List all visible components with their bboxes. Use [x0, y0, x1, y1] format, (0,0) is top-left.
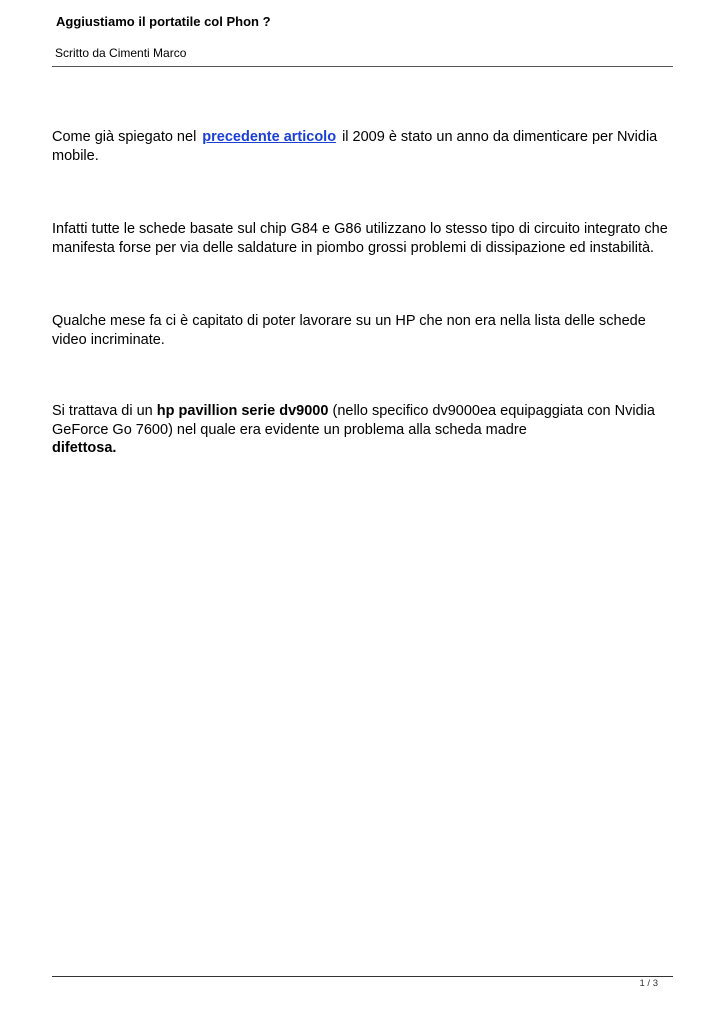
paragraph-4-text-middle: (nello specifico dv9000ea equipaggiata con Nvidia GeForce Go 7600) nel quale era evidente un problema alla scheda madre — [52, 403, 655, 438]
paragraph-2: Infatti tutte le schede basate sul chip G84 e G86 utilizzano lo stesso tipo di circuito integrato che manifesta forse per via delle saldature in piombo grossi problemi di dissipazione ed instabilità. — [52, 221, 668, 256]
paragraph-4-bold-end: difettosa. — [52, 440, 117, 456]
paragraph-1-text-after: il 2009 è stato un anno da dimenticare per Nvidia mobile. — [52, 129, 658, 164]
page-number: 1 / 3 — [639, 978, 658, 989]
author-line: Scritto da Cimenti Marco — [55, 46, 187, 60]
footer-divider — [52, 976, 673, 977]
paragraph-4-text-before: Si trattava di un — [52, 403, 153, 419]
paragraph-3: Qualche mese fa ci è capitato di poter lavorare su un HP che non era nella lista delle schede video incriminate. — [52, 313, 646, 348]
header-divider — [52, 66, 673, 67]
paragraph-1-text-before: Come già spiegato nel — [52, 129, 197, 145]
previous-article-link[interactable]: precedente articolo — [202, 129, 337, 145]
paragraph-4 — [52, 402, 678, 458]
paragraph-1 — [52, 128, 678, 165]
page-title: Aggiustiamo il portatile col Phon ? — [56, 14, 271, 29]
paragraph-4-bold-model: hp pavillion serie dv9000 — [156, 403, 329, 419]
